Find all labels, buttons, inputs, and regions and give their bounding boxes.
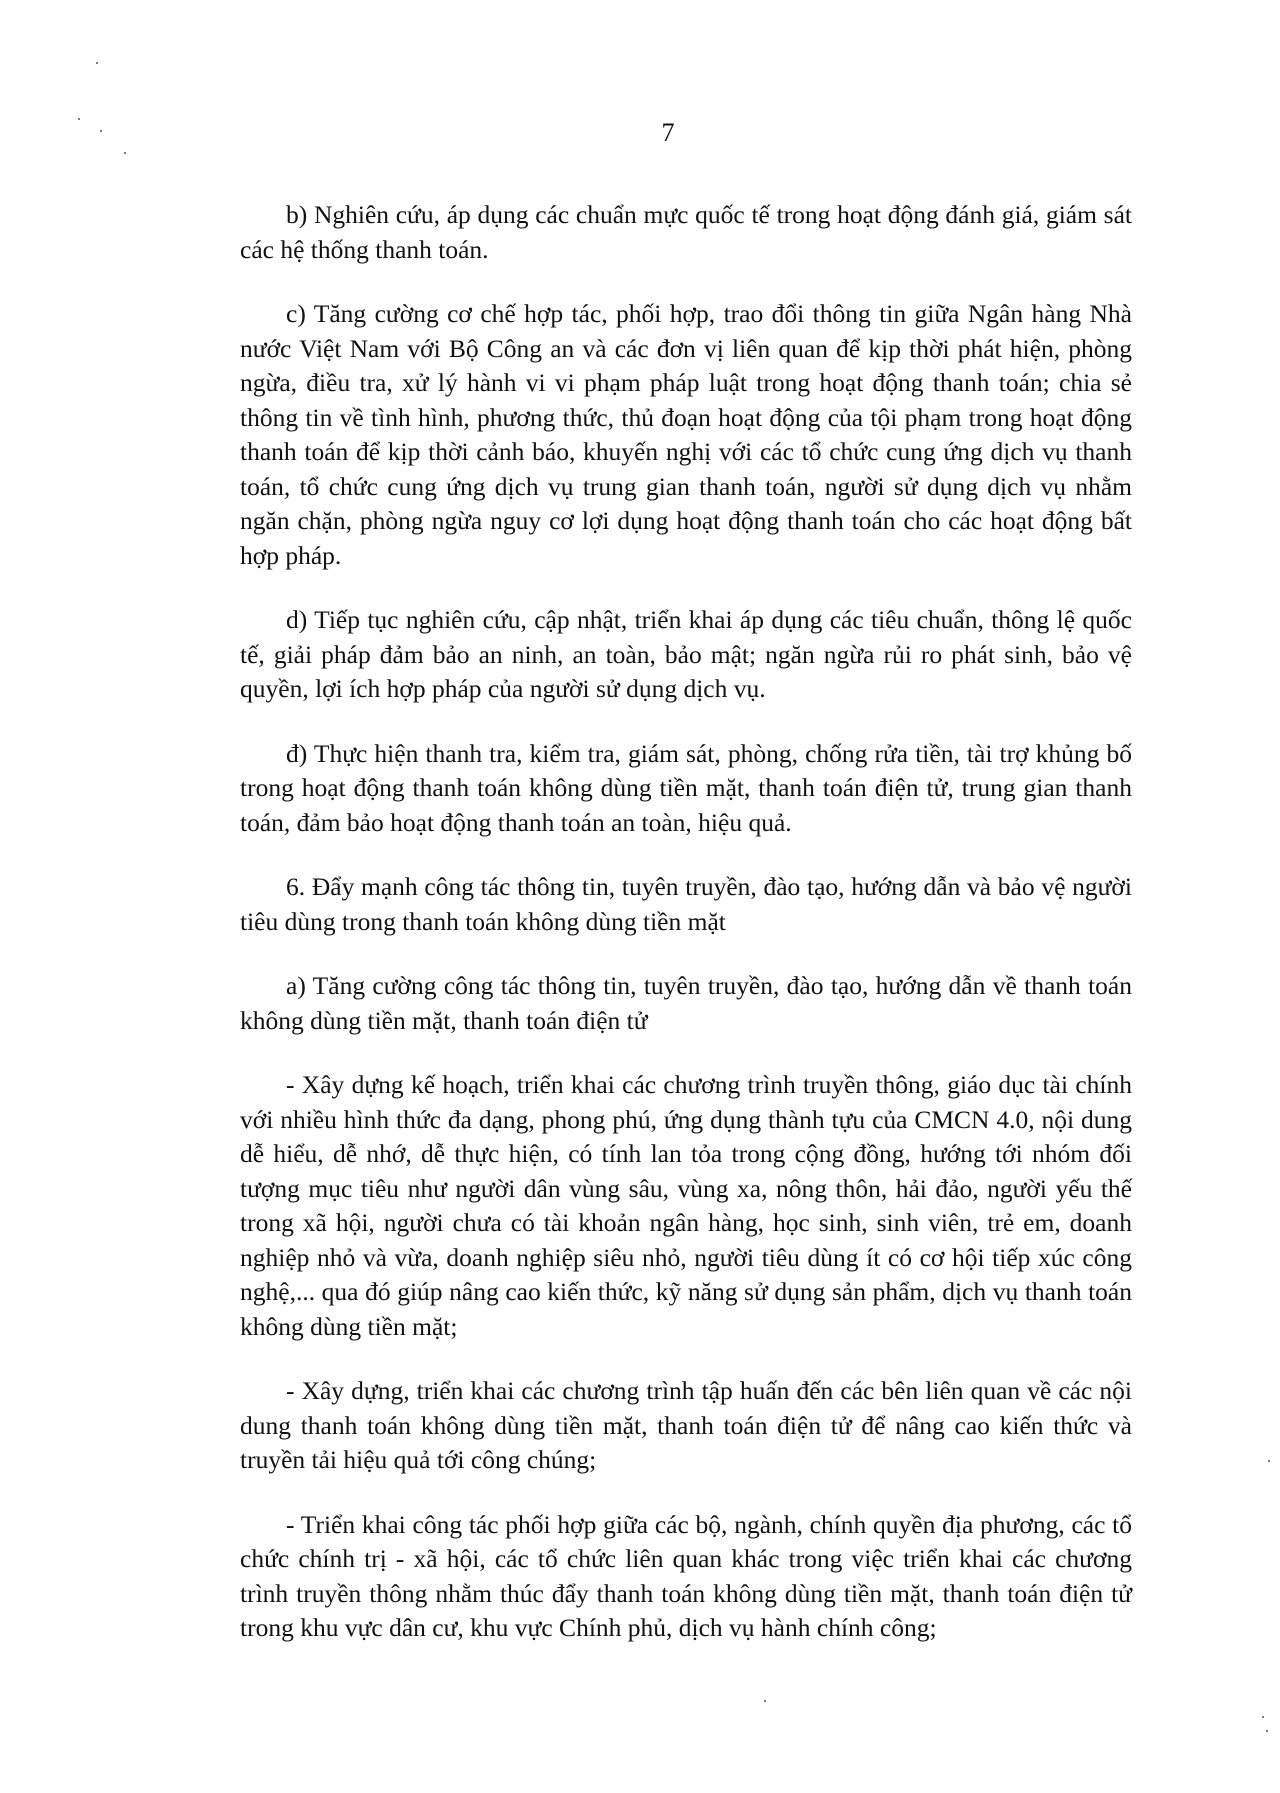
paragraph-5b: b) Nghiên cứu, áp dụng các chuẩn mực quốc tế trong hoạt động đánh giá, giám sát các hệ thống thanh toán.	[240, 200, 1132, 264]
page-number: 7	[661, 118, 675, 147]
scan-speck	[1266, 1730, 1268, 1732]
scan-speck	[124, 152, 126, 154]
paragraph-6a: a) Tăng cường công tác thông tin, tuyên truyền, đào tạo, hướng dẫn về thanh toán không dùng tiền mặt, thanh toán điện tử	[240, 971, 1132, 1035]
scan-speck	[96, 62, 98, 64]
bullet-item: - Triển khai công tác phối hợp giữa các bộ, ngành, chính quyền địa phương, các tổ chức chính trị - xã hội, các tổ chức liên quan khác trong việc triển khai các chương trình truyền thông nhằm thúc đẩy thanh toán không dùng tiền mặt, thanh toán điện tử trong khu vực dân cư, khu vực Chính phủ, dịch vụ hành chính công;	[240, 1509, 1132, 1642]
bullet-item: - Xây dựng, triển khai các chương trình tập huấn đến các bên liên quan về các nội dung thanh toán không dùng tiền mặt, thanh toán điện tử để nâng cao kiến thức và truyền tải hiệu quả tới công chúng;	[240, 1376, 1132, 1474]
section-heading-6: 6. Đẩy mạnh công tác thông tin, tuyên truyền, đào tạo, hướng dẫn và bảo vệ người tiêu dùng trong thanh toán không dùng tiền mặt	[240, 872, 1132, 936]
paragraph-5c: c) Tăng cường cơ chế hợp tác, phối hợp, trao đổi thông tin giữa Ngân hàng Nhà nước Việt Nam với Bộ Công an và các đơn vị liên quan để kịp thời phát hiện, phòng ngừa, điều tra, xử lý hành vi vi phạm pháp luật trong hoạt động thanh toán; chia sẻ thông tin về tình hình, phương thức, thủ đoạn hoạt động của tội phạm trong hoạt động thanh toán để kịp thời cảnh báo, khuyến nghị với các tổ chức cung ứng dịch vụ thanh toán, tổ chức cung ứng dịch vụ trung gian thanh toán, người sử dụng dịch vụ nhằm ngăn chặn, phòng ngừa nguy cơ lợi dụng hoạt động thanh toán cho các hoạt động bất hợp pháp.	[240, 299, 1132, 570]
paragraph-5dd: đ) Thực hiện thanh tra, kiểm tra, giám sát, phòng, chống rửa tiền, tài trợ khủng bố trong hoạt động thanh toán không dùng tiền mặt, thanh toán điện tử, trung gian thanh toán, đảm bảo hoạt động thanh toán an toàn, hiệu quả.	[240, 738, 1132, 837]
scan-speck	[764, 1700, 766, 1702]
paragraph-5d: d) Tiếp tục nghiên cứu, cập nhật, triển khai áp dụng các tiêu chuẩn, thông lệ quốc tế, giải pháp đảm bảo an ninh, an toàn, bảo mật; ngăn ngừa rủi ro phát sinh, bảo vệ quyền, lợi ích hợp pháp của người sử dụng dịch vụ.	[240, 605, 1132, 703]
scan-speck	[1262, 1716, 1264, 1718]
scan-speck	[1268, 1460, 1270, 1462]
bullet-item: - Xây dựng kế hoạch, triển khai các chương trình truyền thông, giáo dục tài chính với nhiều hình thức đa dạng, phong phú, ứng dụng thành tựu của CMCN 4.0, nội dung dễ hiểu, dễ nhớ, dễ thực hiện, có tính lan tỏa trong cộng đồng, hướng tới nhóm đối tượng mục tiêu như người dân vùng sâu, vùng xa, nông thôn, hải đảo, người yếu thế trong xã hội, người chưa có tài khoản ngân hàng, học sinh, sinh viên, trẻ em, doanh nghiệp nhỏ và vừa, doanh nghiệp siêu nhỏ, người tiêu dùng ít có cơ hội tiếp xúc công nghệ,... qua đó giúp nâng cao kiến thức, kỹ năng sử dụng sản phẩm, dịch vụ thanh toán không dùng tiền mặt;	[240, 1070, 1132, 1341]
document-body	[240, 198, 1132, 1676]
